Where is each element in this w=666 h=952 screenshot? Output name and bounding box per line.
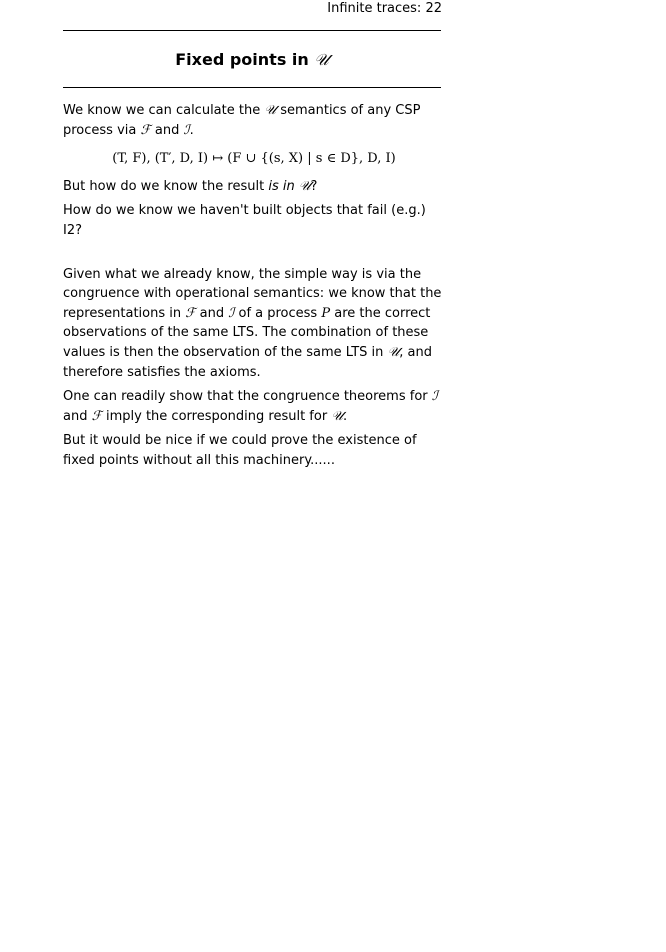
symbol-i: ℐ bbox=[183, 122, 190, 138]
intro-paragraph bbox=[63, 101, 445, 140]
symbol-u: 𝒰 bbox=[264, 103, 277, 118]
symbol-i: ℐ bbox=[228, 305, 235, 321]
symbol-u: 𝒰 bbox=[387, 344, 400, 360]
symbol-i: ℐ bbox=[431, 389, 438, 405]
slide-title bbox=[63, 49, 441, 71]
para1-and: and bbox=[199, 305, 225, 321]
slide-title-text: Fixed points in bbox=[175, 50, 309, 69]
slide-title-symbol: 𝒰 bbox=[314, 50, 329, 69]
question-2: How do we know we haven't built objects that fail (e.g.) I2? bbox=[63, 203, 426, 238]
paragraph-2 bbox=[63, 387, 445, 426]
intro-text-1: We know we can calculate the bbox=[63, 103, 261, 118]
para2-text-2: imply the corresponding result for bbox=[105, 408, 328, 424]
para2-text-1: One can readily show that the congruence theorems for bbox=[63, 389, 428, 405]
para1-text-3: are the correct observations of the same LTS. The combination of these values is then the observation of the same LTS in bbox=[63, 305, 431, 360]
question-1 bbox=[63, 177, 445, 197]
bottom-divider bbox=[63, 87, 441, 88]
symbol-f: ℱ bbox=[185, 305, 196, 321]
intro-and: and bbox=[154, 122, 180, 138]
top-divider bbox=[63, 30, 441, 31]
paragraph-3: But it would be nice if we could prove the existence of fixed points without all this machinery...... bbox=[63, 433, 417, 468]
question-1-end: ? bbox=[310, 178, 318, 194]
para1-text-4: , and therefore satisfies the axioms. bbox=[63, 344, 432, 380]
intro-end: . bbox=[189, 122, 194, 138]
symbol-f: ℱ bbox=[91, 408, 102, 424]
slide-body bbox=[63, 101, 445, 471]
para2-end: . bbox=[343, 408, 348, 424]
symbol-p: P bbox=[321, 305, 331, 321]
paragraph-1 bbox=[63, 265, 445, 383]
symbol-u: 𝒰 bbox=[331, 408, 344, 424]
para1-text-1: Given what we already know, the simple way is via the congruence with operational semantics: we know that the representations in bbox=[63, 266, 442, 321]
running-header: Infinite traces: 22 bbox=[327, 1, 442, 16]
intro-text-2: semantics of any CSP process via bbox=[63, 103, 421, 138]
formula-text: (T, F), (T′, D, I) ↦ (F ∪ {(s, X) | s ∈ D}, D, I) bbox=[112, 151, 396, 167]
para2-and: and bbox=[63, 408, 88, 424]
question-1-emphasis: is in 𝒰 bbox=[268, 178, 311, 194]
para1-text-2: of a process bbox=[238, 305, 318, 321]
question-1-text: But how do we know the result bbox=[63, 178, 265, 194]
symbol-f: ℱ bbox=[140, 122, 151, 138]
formula bbox=[63, 149, 445, 169]
